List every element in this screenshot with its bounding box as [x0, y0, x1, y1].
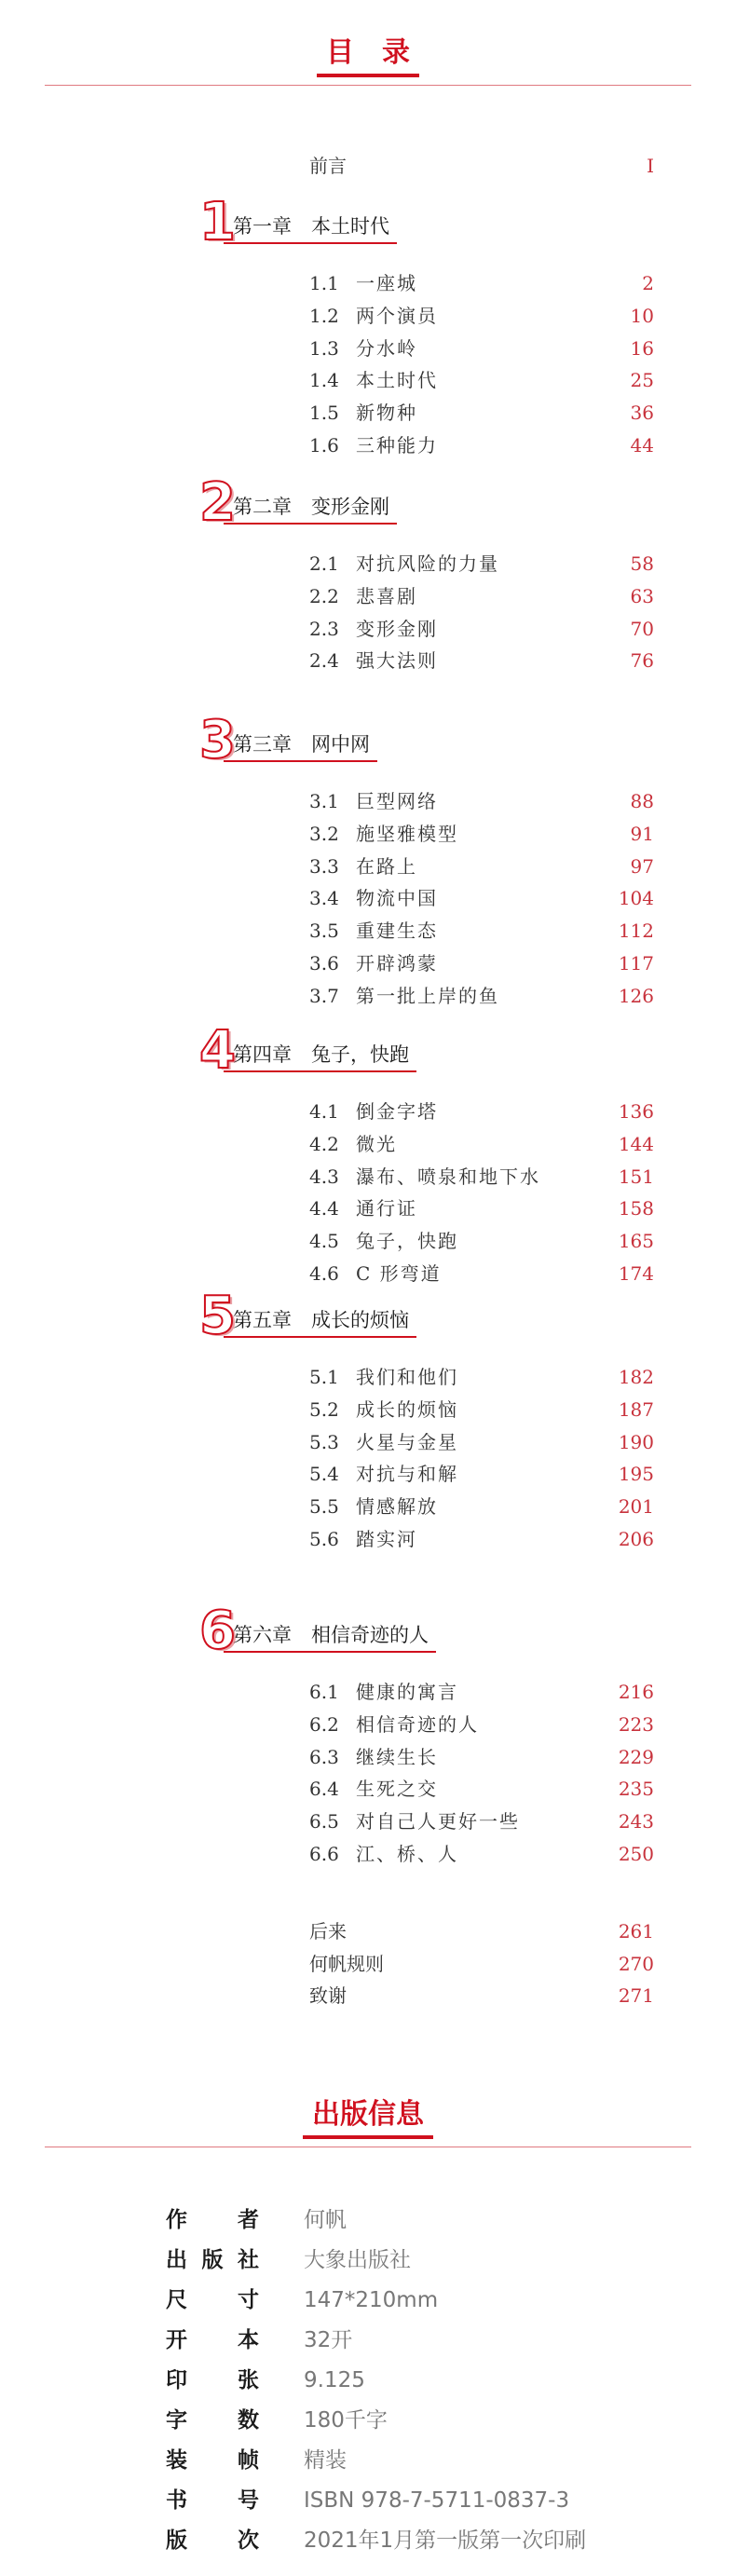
pub-info-label: 作 者: [166, 2208, 259, 2232]
toc-item[interactable]: [309, 397, 654, 429]
pub-info-value: 147*210mm: [304, 2288, 439, 2312]
toc-item-title: 相信奇迹的人: [356, 1712, 479, 1736]
toc-item-number: 6.1: [309, 1681, 339, 1703]
toc-item-title: 火星与金星: [356, 1430, 458, 1453]
toc-item[interactable]: [309, 645, 654, 676]
toc-item[interactable]: [309, 1741, 654, 1773]
toc-item-page: 174: [618, 1262, 654, 1285]
toc-item[interactable]: [309, 980, 654, 1012]
toc-item-number: 3.1: [309, 790, 339, 812]
pub-info-label: 开 本: [166, 2328, 259, 2352]
toc-item-page: 223: [618, 1712, 654, 1736]
toc-item-page: 117: [618, 952, 654, 975]
pub-info-value: 180千字: [304, 2408, 388, 2433]
toc-item-page: 58: [630, 552, 654, 575]
toc-item-title: 对抗与和解: [356, 1463, 458, 1486]
toc-item-title: 悲喜剧: [356, 584, 417, 607]
toc-item-page: 216: [618, 1681, 654, 1703]
toc-item-title: 健康的寓言: [356, 1681, 458, 1703]
toc-item-number: 2.2: [309, 584, 339, 607]
toc-item[interactable]: [309, 1096, 654, 1127]
back-matter-page: 270: [618, 1952, 654, 1975]
toc-item-title: 继续生长: [356, 1745, 438, 1768]
toc-item[interactable]: [309, 1161, 654, 1193]
toc-item-number: 4.1: [309, 1100, 339, 1123]
toc-item-number: 1.1: [309, 272, 339, 294]
back-matter-entry[interactable]: [309, 1982, 654, 2010]
toc-item[interactable]: [309, 882, 654, 914]
toc-item-page: 151: [618, 1165, 654, 1188]
toc-item[interactable]: [309, 1773, 654, 1805]
toc-item[interactable]: [309, 1806, 654, 1837]
toc-heading: [0, 37, 736, 77]
pub-info-value: 9.125: [304, 2368, 365, 2392]
chapter-number: 2: [199, 472, 236, 533]
toc-item[interactable]: [309, 548, 654, 579]
chapter-title: 第六章 相信奇迹的人: [224, 1624, 436, 1653]
pub-info-label: 书 号: [166, 2488, 259, 2513]
toc-item-page: 235: [618, 1778, 654, 1801]
toc-item-title: 强大法则: [356, 649, 438, 673]
chapter-number: 5: [199, 1286, 236, 1346]
toc-item[interactable]: [309, 580, 654, 612]
toc-item-number: 5.4: [309, 1463, 339, 1486]
toc-item-page: 2: [642, 272, 654, 294]
toc-divider: [45, 85, 691, 86]
toc-item-title: 踏实河: [356, 1528, 417, 1550]
toc-item-number: 2.1: [309, 552, 339, 575]
toc-item-title: 分水岭: [356, 336, 417, 360]
toc-item[interactable]: [309, 364, 654, 396]
toc-item[interactable]: [309, 429, 654, 461]
toc-item-number: 4.4: [309, 1197, 339, 1220]
pub-info-label: 版 次: [166, 2528, 259, 2553]
toc-item-page: 44: [630, 434, 654, 457]
toc-item-page: 229: [618, 1745, 654, 1768]
toc-item-title: 情感解放: [356, 1495, 438, 1519]
toc-item-page: 126: [618, 984, 654, 1007]
back-matter-title: 致谢: [309, 1984, 347, 2007]
toc-item-page: 88: [630, 790, 654, 812]
chapter-title: 第二章 变形金刚: [224, 496, 397, 525]
toc-item[interactable]: [309, 1838, 654, 1870]
toc-item-title: 一座城: [356, 272, 417, 294]
toc-item-number: 6.3: [309, 1745, 339, 1768]
pub-info-value: 大象出版社: [304, 2248, 411, 2272]
chapter-title: 第一章 本土时代: [224, 215, 397, 244]
pub-info-row: [166, 2522, 688, 2559]
toc-item-page: 63: [630, 584, 654, 607]
back-matter-page: 261: [618, 1920, 654, 1942]
toc-item-number: 1.3: [309, 336, 339, 360]
pub-info-row: [166, 2402, 688, 2439]
toc-item-number: 3.6: [309, 952, 339, 975]
toc-item-page: 91: [630, 822, 654, 845]
toc-item-title: 开辟鸿蒙: [356, 952, 438, 975]
toc-item[interactable]: [309, 1193, 654, 1224]
toc-item[interactable]: [309, 613, 654, 645]
toc-item-title: 三种能力: [356, 434, 438, 457]
back-matter-title: 后来: [309, 1920, 347, 1942]
toc-item-page: 36: [630, 402, 654, 425]
toc-item[interactable]: [309, 1258, 654, 1289]
toc-item-page: 16: [630, 336, 654, 360]
toc-item-page: 243: [618, 1810, 654, 1833]
toc-item-page: 10: [630, 304, 654, 327]
preface-entry[interactable]: [309, 152, 654, 180]
toc-item-title: 通行证: [356, 1197, 417, 1220]
pub-info-row: [166, 2482, 688, 2519]
toc-item-page: 190: [618, 1430, 654, 1453]
pub-info-row: [166, 2282, 688, 2319]
pub-heading: [0, 2099, 736, 2139]
toc-item[interactable]: [309, 300, 654, 332]
toc-item-page: 144: [618, 1132, 654, 1155]
toc-item[interactable]: [309, 947, 654, 979]
toc-item-number: 3.4: [309, 887, 339, 910]
toc-item-page: 250: [618, 1843, 654, 1865]
chapter-number: 1: [199, 192, 236, 252]
toc-item-title: 瀑布、喷泉和地下水: [356, 1165, 540, 1188]
chapter-number: 6: [199, 1601, 236, 1661]
toc-item-title: 我们和他们: [356, 1366, 458, 1388]
toc-item-title: 施坚雅模型: [356, 822, 458, 845]
pub-info-label: 装 帧: [166, 2448, 259, 2473]
toc-item-number: 5.6: [309, 1528, 339, 1550]
toc-item-number: 1.6: [309, 434, 339, 457]
pub-info-label: 出 版 社: [166, 2248, 259, 2272]
pub-info-row: [166, 2242, 688, 2279]
toc-item[interactable]: [309, 1458, 654, 1490]
toc-item-number: 5.1: [309, 1366, 339, 1388]
chapter-heading[interactable]: [199, 1286, 535, 1348]
toc-item-number: 4.3: [309, 1165, 339, 1188]
toc-item[interactable]: [309, 1491, 654, 1522]
toc-item-number: 1.4: [309, 369, 339, 392]
chapter-title: 第五章 成长的烦恼: [224, 1309, 416, 1338]
toc-item-title: 成长的烦恼: [356, 1397, 458, 1421]
toc-item-number: 2.3: [309, 617, 339, 640]
toc-item[interactable]: [309, 333, 654, 364]
toc-item-number: 6.5: [309, 1810, 339, 1833]
toc-item-number: 4.2: [309, 1132, 339, 1155]
pub-info-row: [166, 2201, 688, 2239]
toc-item-page: 158: [618, 1197, 654, 1220]
pub-info-row: [166, 2442, 688, 2479]
toc-item-page: 206: [618, 1528, 654, 1550]
back-matter-page: 271: [618, 1984, 654, 2007]
toc-item-page: 182: [618, 1366, 654, 1388]
preface-page: I: [647, 155, 654, 177]
toc-item-number: 6.2: [309, 1712, 339, 1736]
back-matter-title: 何帆规则: [309, 1952, 384, 1975]
chapter-title: 第四章 兔子，快跑: [224, 1043, 416, 1072]
toc-item-title: 江、桥、人: [356, 1843, 458, 1865]
toc-item-title: 对抗风险的力量: [356, 552, 499, 575]
toc-item-page: 76: [630, 649, 654, 673]
toc-item-title: 巨型网络: [356, 790, 438, 812]
toc-item-page: 201: [618, 1495, 654, 1519]
toc-item-number: 4.6: [309, 1262, 339, 1285]
preface-title: 前言: [309, 155, 347, 177]
toc-item-page: 25: [630, 369, 654, 392]
pub-info-label: 字 数: [166, 2408, 259, 2433]
toc-item[interactable]: [309, 267, 654, 299]
chapter-heading[interactable]: [199, 192, 535, 254]
toc-item[interactable]: [309, 851, 654, 882]
toc-item-page: 97: [630, 854, 654, 878]
toc-item-title: 第一批上岸的鱼: [356, 984, 499, 1007]
toc-item-number: 3.3: [309, 854, 339, 878]
toc-item[interactable]: [309, 915, 654, 947]
chapter-heading[interactable]: [199, 472, 535, 535]
toc-item-title: 兔子，快跑: [356, 1230, 458, 1253]
toc-item-title: 微光: [356, 1132, 397, 1155]
toc-item-title: 生死之交: [356, 1778, 438, 1801]
toc-item-number: 5.3: [309, 1430, 339, 1453]
chapter-number: 3: [199, 710, 236, 770]
toc-item-number: 1.2: [309, 304, 339, 327]
toc-item-page: 112: [618, 920, 654, 943]
toc-item-page: 104: [618, 887, 654, 910]
toc-item-page: 165: [618, 1230, 654, 1253]
toc-item[interactable]: [309, 1128, 654, 1160]
toc-item-title: C 形弯道: [356, 1262, 442, 1285]
pub-info-value: 32开: [304, 2328, 353, 2352]
toc-item-number: 5.2: [309, 1397, 339, 1421]
chapter-heading[interactable]: [199, 1020, 535, 1083]
toc-item[interactable]: [309, 1361, 654, 1393]
toc-item-number: 4.5: [309, 1230, 339, 1253]
back-matter-entry[interactable]: [309, 1950, 654, 1978]
toc-item[interactable]: [309, 818, 654, 850]
pub-info-row: [166, 2322, 688, 2359]
back-matter-entry[interactable]: [309, 1917, 654, 1945]
toc-item-title: 倒金字塔: [356, 1100, 438, 1123]
toc-item-number: 3.7: [309, 984, 339, 1007]
chapter-number: 4: [199, 1020, 236, 1081]
toc-item-page: 70: [630, 617, 654, 640]
pub-info-value: 2021年1月第一版第一次印刷: [304, 2528, 587, 2553]
toc-item-title: 在路上: [356, 854, 417, 878]
toc-item-page: 187: [618, 1397, 654, 1421]
toc-item-page: 136: [618, 1100, 654, 1123]
pub-info-value: 精装: [304, 2448, 347, 2473]
pub-info-label: 尺 寸: [166, 2288, 259, 2312]
toc-item[interactable]: [309, 1676, 654, 1708]
toc-item-number: 6.4: [309, 1778, 339, 1801]
toc-item[interactable]: [309, 1709, 654, 1740]
toc-item[interactable]: [309, 785, 654, 817]
toc-item-title: 重建生态: [356, 920, 438, 943]
toc-item-title: 对自己人更好一些: [356, 1810, 520, 1833]
pub-info-row: [166, 2362, 688, 2399]
toc-item-number: 3.5: [309, 920, 339, 943]
pub-title: 出版信息: [303, 2099, 433, 2139]
toc-item-title: 变形金刚: [356, 617, 438, 640]
toc-item[interactable]: [309, 1394, 654, 1425]
toc-item-number: 3.2: [309, 822, 339, 845]
toc-item-number: 5.5: [309, 1495, 339, 1519]
toc-item-title: 新物种: [356, 402, 417, 425]
chapter-heading[interactable]: [199, 710, 535, 772]
toc-item[interactable]: [309, 1523, 654, 1555]
toc-item[interactable]: [309, 1225, 654, 1257]
toc-item-page: 195: [618, 1463, 654, 1486]
toc-item-title: 本土时代: [356, 369, 438, 392]
toc-item-title: 物流中国: [356, 887, 438, 910]
toc-title: 目 录: [317, 37, 419, 77]
toc-item-number: 6.6: [309, 1843, 339, 1865]
toc-item-number: 2.4: [309, 649, 339, 673]
toc-item[interactable]: [309, 1426, 654, 1458]
toc-item-number: 1.5: [309, 402, 339, 425]
toc-item-title: 两个演员: [356, 304, 438, 327]
pub-info-label: 印 张: [166, 2368, 259, 2392]
pub-info-value: 何帆: [304, 2208, 347, 2232]
chapter-heading[interactable]: [199, 1601, 535, 1663]
chapter-title: 第三章 网中网: [224, 733, 377, 762]
pub-info-value: ISBN 978-7-5711-0837-3: [304, 2488, 570, 2513]
